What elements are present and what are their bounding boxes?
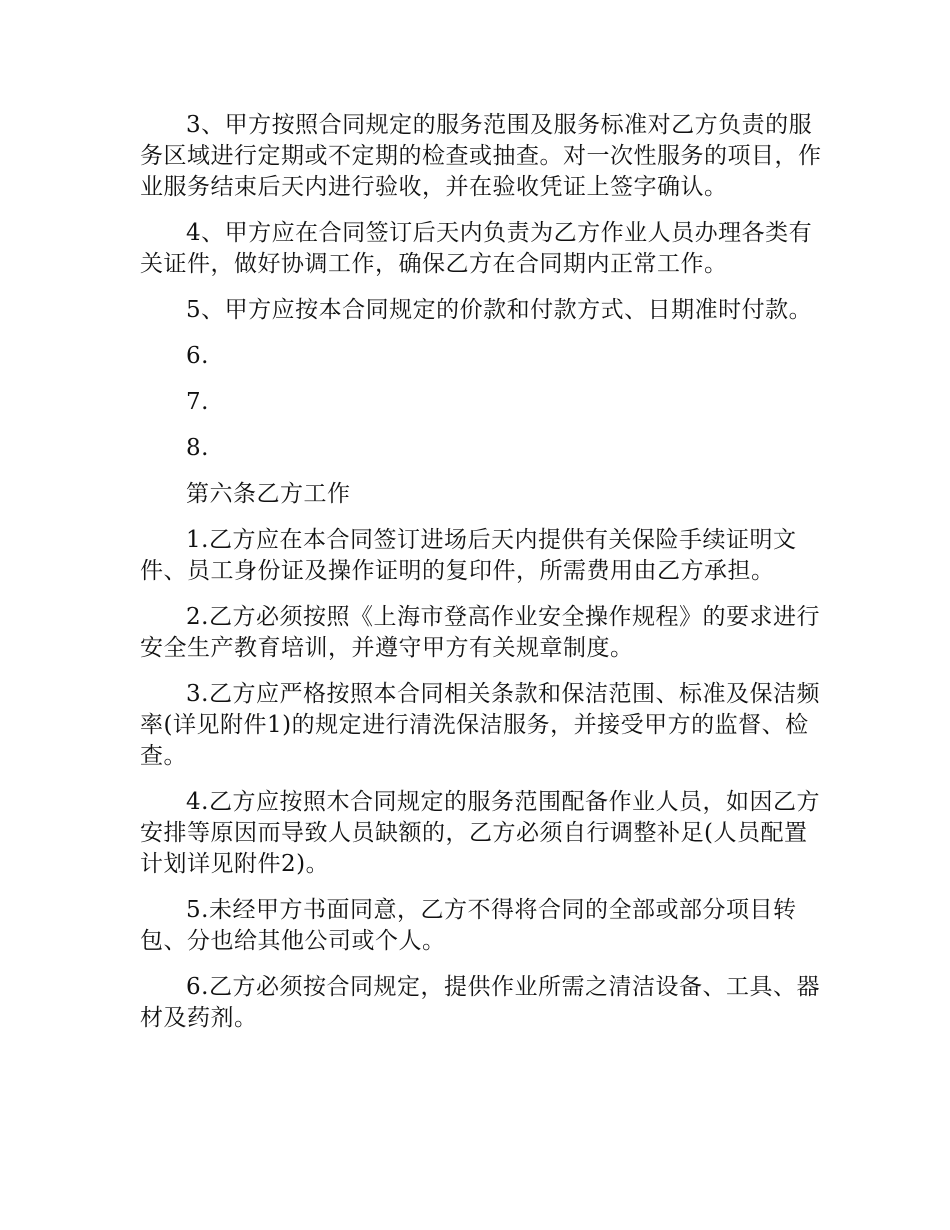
paragraph-party-b-item-6: 6.乙方必须按合同规定，提供作业所需之清洁设备、工具、器材及药剂。 [140,974,820,1031]
paragraph-clause-3: 3、甲方按照合同规定的服务范围及服务标准对乙方负责的服务区域进行定期或不定期的检查或抽查。对一次性服务的项目，作业服务结束后天内进行验收，并在验收凭证上签字确认。 [140,112,822,200]
paragraph-clause-5: 5、甲方应按本合同规定的价款和付款方式、日期准时付款。 [186,297,813,323]
section-heading-article-6: 第六条乙方工作 [186,481,351,507]
paragraph-party-b-item-2: 2.乙方必须按照《上海市登高作业安全操作规程》的要求进行安全生产教育培训，并遵守甲方有关规章制度。 [140,604,820,661]
paragraph-party-b-item-3: 3.乙方应严格按照本合同相关条款和保洁范围、标准及保洁频率(详见附件1)的规定进行清洗保洁服务，并接受甲方的监督、检查。 [140,681,820,769]
paragraph-party-b-item-5: 5.未经甲方书面同意，乙方不得将合同的全部或部分项目转包、分也给其他公司或个人。 [140,897,797,954]
paragraph-party-b-item-4: 4.乙方应按照木合同规定的服务范围配备作业人员，如因乙方安排等原因而导致人员缺额的，乙方必须自行调整补足(人员配置计划详见附件2)。 [140,789,820,877]
paragraph-clause-8-empty: 8. [186,435,209,461]
paragraph-clause-7-empty: 7. [186,389,209,415]
paragraph-party-b-item-1: 1.乙方应在本合同签订进场后天内提供有关保险手续证明文件、员工身份证及操作证明的复印件，所需费用由乙方承担。 [140,527,797,584]
paragraph-clause-4: 4、甲方应在合同签订后天内负责为乙方作业人员办理各类有关证件，做好协调工作，确保乙方在合同期内正常工作。 [140,220,813,277]
paragraph-clause-6-empty: 6. [186,343,209,369]
